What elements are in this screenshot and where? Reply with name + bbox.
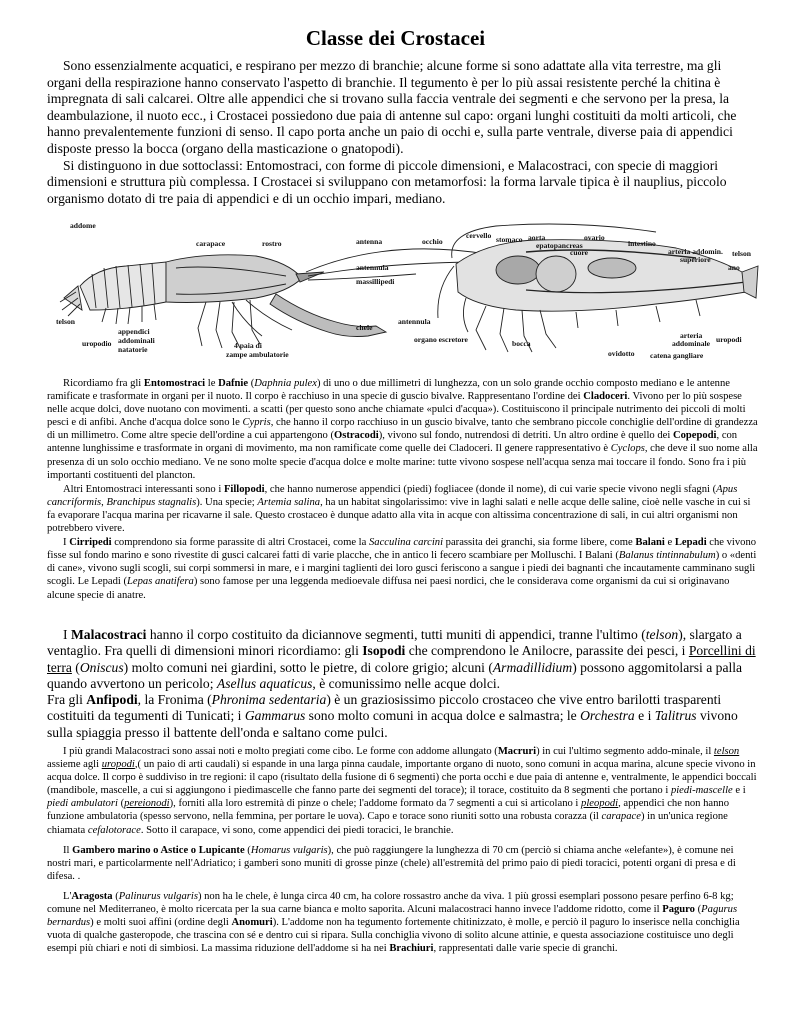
paragraph-anfipodi: Fra gli Anfipodi, la Fronima (Phronima sedentaria) è un graziosissimo piccolo crostaceo che vive entro barilotti trasparenti costituiti da tegumenti di Tunicati; i Gammarus sono molto comuni in acqua dolce e salmastra; le Orchestra e i Talitrus vivono sulla spiaggia presso il battente dell'onda e saltano come pulci. xyxy=(47,692,738,740)
figure-label: aorta xyxy=(528,233,546,242)
paragraph-gambero: Il Gambero marino o Astice o Lupicante (Homarus vulgaris), che può raggiungere la lunghezza di 70 cm (perciò si chiama anche «elefante»), è comune nei nostri mari, e particolarmente nell'Adriatico; i gamberi sono muniti di grosse pinze (chele) all'estremità del primo paio di piedi toracici, potenti organi di presa e di difesa. . xyxy=(47,844,736,882)
figure-label: stomaco xyxy=(496,235,523,244)
figure-label: ovario xyxy=(584,233,605,242)
figure-label: carapace xyxy=(196,239,226,248)
figure-label: arteria addomin. xyxy=(668,247,723,256)
figure-label: uropodio xyxy=(82,339,112,348)
figure-label: antennula xyxy=(398,317,431,326)
intro-paragraph: Si distinguono in due sottoclassi: Entomostraci, con forme di piccole dimensioni, e Malacostraci, con specie di maggiori dimensioni e struttura più complessa. I Crostacei si sviluppano con metamorfosi: la forma larvale tipica è il nauplius, piccolo organismo dotato di tre paia di appendici e di un occhio impari, mediano. xyxy=(47,157,727,206)
figure-label: addominale xyxy=(672,339,710,348)
entomostraci-section xyxy=(47,377,759,603)
paragraph-malacostraci: I Malacostraci hanno il corpo costituito da diciannove segmenti, tutti muniti di appendici, tranne l'ultimo (telson), slargato a ventaglio. Fra quelli di dimensioni minori ricordiamo: gli Isopodi che comprendono le Anilocre, parassite dei pesci, i Porcellini di terra (Oniscus) molto comuni nei giardini, sotto le pietre, di colore grigio; alcuni (Armadillidium) possono aggomitolarsi a palla quando avvertono un pericolo; Asellus aquaticus, è comunissimo nelle acque dolci. xyxy=(47,627,756,691)
figure-label: intestino xyxy=(628,239,656,248)
figure-label: addominali xyxy=(118,336,155,345)
figure-label: addome xyxy=(70,221,96,230)
figure-label: superiore xyxy=(680,255,711,264)
malacostraci-section xyxy=(47,627,759,741)
figure-label: organo escretore xyxy=(414,335,468,344)
paragraph-macruri: I più grandi Malacostraci sono assai noti e molto pregiati come cibo. Le forme con addome allungato (Macruri) in cui l'ultimo segmento addo-minale, il telson assieme agli uropodi,( un paio di arti caudali) si espande in una larga pinna caudale, importante organo di nuoto, sono comuni in acqua marina, alcune specie vivono in acqua dolce. Il corpo è suddiviso in tre regioni: il capo (risultato della fusione di 6 segmenti) che porta occhi e due paia di antenne e, ventralmente, le appendici boccali (mandibole, mascelle, a cui si aggiungono i piedimascelle che fanno parte dei segmenti del torace); il torace, costituito da 8 segmenti che portano i piedi-mascelle e i piedi ambulatori (pereionodi), forniti alla loro estremità di pinze o chele; l'addome formato da 7 segmenti a cui si articolano i pleopodi, appendici che non hanno funzione ambulatoria (spesso servono, nella femmina, per portare le uova). Capo e torace sono riuniti sotto una robusta corazza (il carapace) in un'unica regione chiamata cefalotorace. Sotto il carapace, vi sono, come appendici dei piedi toracici, le branchie. xyxy=(47,746,757,836)
figure-label: epatopancreas xyxy=(536,241,583,250)
crustacean-anatomy-figure xyxy=(56,218,762,366)
paragraph-fillopodi: Altri Entomostraci interessanti sono i Fillopodi, che hanno numerose appendici (piedi) fogliacee (donde il nome), di cui varie specie vivono negli sfagni (Apus cancriformis, Branchipus stagnalis). Una specie; Artemia salina, ha un habitat singolarissimo: vive in laghi salati e nelle acque delle saline, cioè nelle vasche in cui si fa evaporare l'acqua marina per ricavarne il sale. Questo crostaceo è dunque adatto alla vita in acque con altissima concentrazione di sali, in cui altri organismi non potrebbero vivere. xyxy=(47,483,751,535)
figure-label: ovidotto xyxy=(608,349,635,358)
figure-label: cuore xyxy=(570,248,588,257)
figure-label: catena gangliare xyxy=(650,351,704,360)
figure-label: telson xyxy=(732,249,751,258)
lobster-internal-illustration xyxy=(438,224,758,352)
figure-label: occhio xyxy=(422,237,443,246)
figure-label: appendici xyxy=(118,327,150,336)
figure-label: ano xyxy=(728,263,740,272)
figure-label: antennula xyxy=(356,263,389,272)
macruri-section xyxy=(47,745,759,962)
figure-label: rostro xyxy=(262,239,282,248)
intro-section xyxy=(47,58,757,207)
figure-label: 4 paia di xyxy=(234,341,262,350)
figure-label: zampe ambulatorie xyxy=(226,350,289,359)
figure-label: arteria xyxy=(680,331,703,340)
intro-paragraph: Sono essenzialmente acquatici, e respirano per mezzo di branchie; alcune forme si sono adattate alla vita terrestre, ma gli organi della respirazione hanno conservato l'aspetto di branchie. Il tegumento è per lo più assai resistente perché la chitina è impregnata di sali calcarei. Oltre alle appendici che si trovano sulla faccia ventrale dei segmenti e che servono per la presa, la deambulazione, il nuoto ecc., i Crostacei possiedono due paia di antenne sul capo: organi lunghi costituiti da molti articoli, che hanno prevalentemente funzioni di senso. Il capo porta anche un paio di occhi e, sulla parte ventrale, diverse paia di appendici disposte presso la bocca (organo della masticazione o gnatopodi). xyxy=(47,58,737,156)
page-title: Classe dei Crostacei xyxy=(305,26,486,50)
paragraph-dafnie: Ricordiamo fra gli Entomostraci le Dafnie (Daphnia pulex) di uno o due millimetri di lunghezza, con un solo grande occhio composto mediano e le antenne ramificate e trasformate in organi per il nuoto. Il corpo è racchiuso in una specie di guscio bivalve. Rappresentano l'ordine dei Cladoceri. Vivono per lo più sospese nelle acque dolci, dove nuotano con movimenti. a scatti (per questo sono anche chiamate «pulci d'acqua»). Costituiscono il principale nutrimento dei piccoli di molti pesci e di anfibi. Anche d'acqua dolce sono le Cypris, che hanno il corpo racchiuso in un guscio bivalve, tanto che sembrano piccole conchiglie dell'ordine di grandezza di un millimetro. Come altre specie dell'ordine a cui appartengono (Ostracodi), vivono sul fondo, nutrendosi di detriti. Un altro ordine è quello dei Copepodi, con antenne lunghissime e trasformate in organi di movimento, ma non ramificate come quelle dei Cladoceri. Il genere rappresentativo è Cyclops, che deve il suo nome alla presenza di un solo occhio mediano. Ve ne sono molte specie d'acqua dolce e molte marine: tutte vivono sospese nell'acqua senza mai toccare il fondo. Sono fra i più importanti costituenti del plancton. xyxy=(47,378,758,481)
figure-label: uropodi xyxy=(716,335,742,344)
figure-label: cervello xyxy=(466,231,492,240)
figure-label: massillipedi xyxy=(356,277,395,286)
figure-label: antenna xyxy=(356,237,383,246)
figure-label: telson xyxy=(56,317,75,326)
paragraph-aragosta: L'Aragosta (Palinurus vulgaris) non ha le chele, è lunga circa 40 cm, ha colore rossastro anche da viva. 1 più grossi esemplari possono pesare perfino 6-8 kg; comune nel Mediterraneo, è molto ricercata per la sua carne bianca e molto saporita. Alcuni malacostraci hanno invece l'addome ridotto, come il Paguro (Pagurus bernardus) e molti suoi affini (ordine degli Anomuri). L'addome non ha tegumento fortemente chitinizzato, è molle, e perciò il paguro lo inserisce nella conchiglia vuota di qualche gasteropode, che trascina con sé e dentro cui si ripara. Sulla conchiglia vivono di solito alcune attinie, e questa associazione costituisce uno degli esempi più chiari e noti di simbiosi. La massima riduzione dell'addome si ha nei Brachiuri, rappresentati dalle varie specie di granchi. xyxy=(47,890,740,955)
figure-label: natatorie xyxy=(118,345,148,354)
figure-label: bocca xyxy=(512,339,531,348)
paragraph-cirripedi: I Cirripedi comprendono sia forme parassite di altri Crostacei, come la Sacculina carcini parassita dei granchi, sia forme libere, come Balani e Lepadi che vivono fisse sul fondo marino e sono rivestite di gusci calcarei fatti di varie placche, che in antico li fecero scambiare per Molluschi. I Balani (Balanus tintinnabulum) o «denti di cane», vivono sugli scogli, sui corpi sommersi in mare, e i margini taglienti dei loro gusci feriscono a sangue i piedi dei bagnanti che incautamente camminano sugli scogli. Le Lepadi (Lepas anatifera) sono famose per una leggenda medioevale diffusa nei paesi nordici, che le considerava come organismi da cui si originavano alcune specie di anatre. xyxy=(47,537,757,601)
figure-label: chele xyxy=(356,323,373,332)
